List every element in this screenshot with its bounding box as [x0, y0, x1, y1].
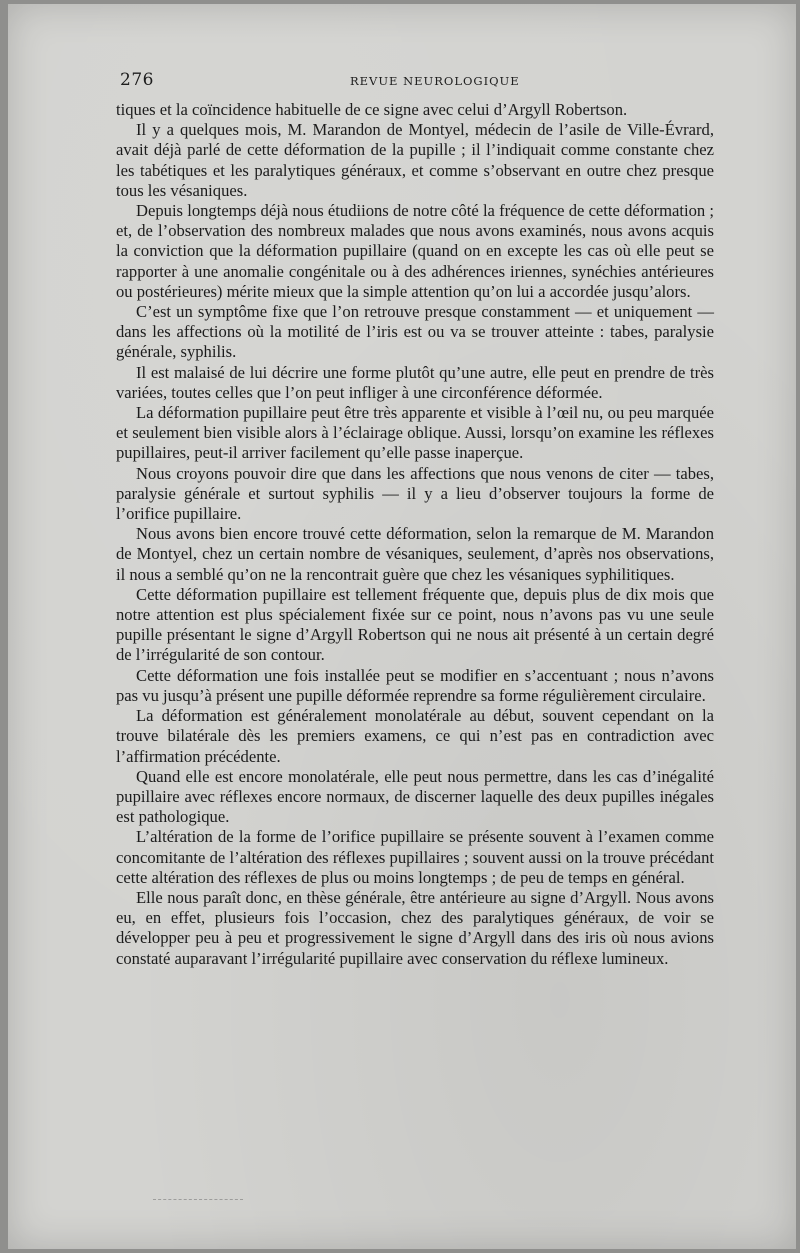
paragraph: Nous croyons pouvoir dire que dans les affections que nous venons de citer — tabes, paralysie générale et surtout syphilis — il y a lieu d’observer toujours la forme de l’orifice pupillaire.: [116, 463, 714, 524]
paragraph-continuation: tiques et la coïncidence habituelle de ce signe avec celui d’Argyll Robertson.: [116, 100, 628, 119]
journal-title: REVUE NEUROLOGIQUE: [350, 74, 520, 88]
paragraph: Il y a quelques mois, M. Marandon de Montyel, médecin de l’asile de Ville-Évrard, avait déjà parlé de cette déformation de la pupille ; il l’indiquait comme constante chez les tabétiques et les paralytiques généraux, et comme s’observant en outre chez presque tous les vésaniques.: [116, 120, 714, 200]
paragraph: Depuis longtemps déjà nous étudiions de notre côté la fréquence de cette déformation ; et, de l’observation des nombreux malades que nous avons examinés, nous avons acquis la conviction que la déformation pupillaire (quand on en excepte les cas où elle peut se rapporter à une anomalie congénitale ou à des adhérences iriennes, synéchies antérieures ou postérieures) mérite mieux que la simple attention qu’on lui a accordée jusqu’alors.: [116, 201, 714, 301]
paragraph: La déformation pupillaire peut être très apparente et visible à l’œil nu, ou peu marquée et seulement bien visible alors à l’éclairage oblique. Aussi, lorsqu’on examine les réflexes pupillaires, peut-il arriver facilement qu’elle passe inaperçue.: [116, 403, 714, 463]
book-page: [8, 4, 796, 1249]
paragraph: Il est malaisé de lui décrire une forme plutôt qu’une autre, elle peut en prendre de très variées, toutes celles que l’on peut infliger à une circonférence déformée.: [116, 362, 714, 402]
paragraph: Elle nous paraît donc, en thèse générale, être antérieure au signe d’Argyll. Nous avons eu, en effet, plusieurs fois l’occasion, chez des paralytiques généraux, de voir se développer peu à peu et progressivement le signe d’Argyll dans des iris où nous avions constaté auparavant l’irrégularité pupillaire avec conservation du réflexe lumineux.: [116, 887, 714, 968]
footer-rule: [153, 1199, 243, 1200]
page-number: 276: [120, 70, 154, 90]
paragraph: Cette déformation une fois installée peut se modifier en s’accentuant ; nous n’avons pas vu jusqu’à présent une pupille déformée reprendre sa forme régulièrement circulaire.: [116, 665, 714, 705]
article-body: [116, 100, 714, 969]
paragraph: Nous avons bien encore trouvé cette déformation, selon la remarque de M. Marandon de Montyel, chez un certain nombre de vésaniques, seulement, d’après nos observations, il nous a semblé qu’on ne la rencontrait guère que chez les vésaniques syphilitiques.: [116, 524, 714, 584]
paragraph: C’est un symptôme fixe que l’on retrouve presque constamment — et uniquement — dans les affections où la motilité de l’iris est ou va se trouver atteinte : tabes, paralysie générale, syphilis.: [116, 302, 714, 362]
paragraph: Quand elle est encore monolatérale, elle peut nous permettre, dans les cas d’inégalité pupillaire avec réflexes encore normaux, de discerner laquelle des deux pupilles inégales est pathologique.: [116, 766, 714, 827]
running-header: [120, 70, 714, 92]
paragraph: La déformation est généralement monolatérale au début, souvent cependant on la trouve bilatérale dès les premiers examens, ce qui n’est pas en contradiction avec l’affirmation précédente.: [116, 706, 714, 766]
paragraph: L’altération de la forme de l’orifice pupillaire se présente souvent à l’examen comme concomitante de l’altération des réflexes pupillaires ; souvent aussi on la trouve précédant cette altération des réflexes de plus ou moins longtemps ; de peu de temps en général.: [116, 827, 714, 887]
paragraph: Cette déformation pupillaire est tellement fréquente que, depuis plus de dix mois que notre attention est plus spécialement fixée sur ce point, nous n’avons pas vu une seule pupille présentant le signe d’Argyll Robertson qui ne nous ait présenté à un certain degré de l’irrégularité de son contour.: [116, 584, 714, 665]
